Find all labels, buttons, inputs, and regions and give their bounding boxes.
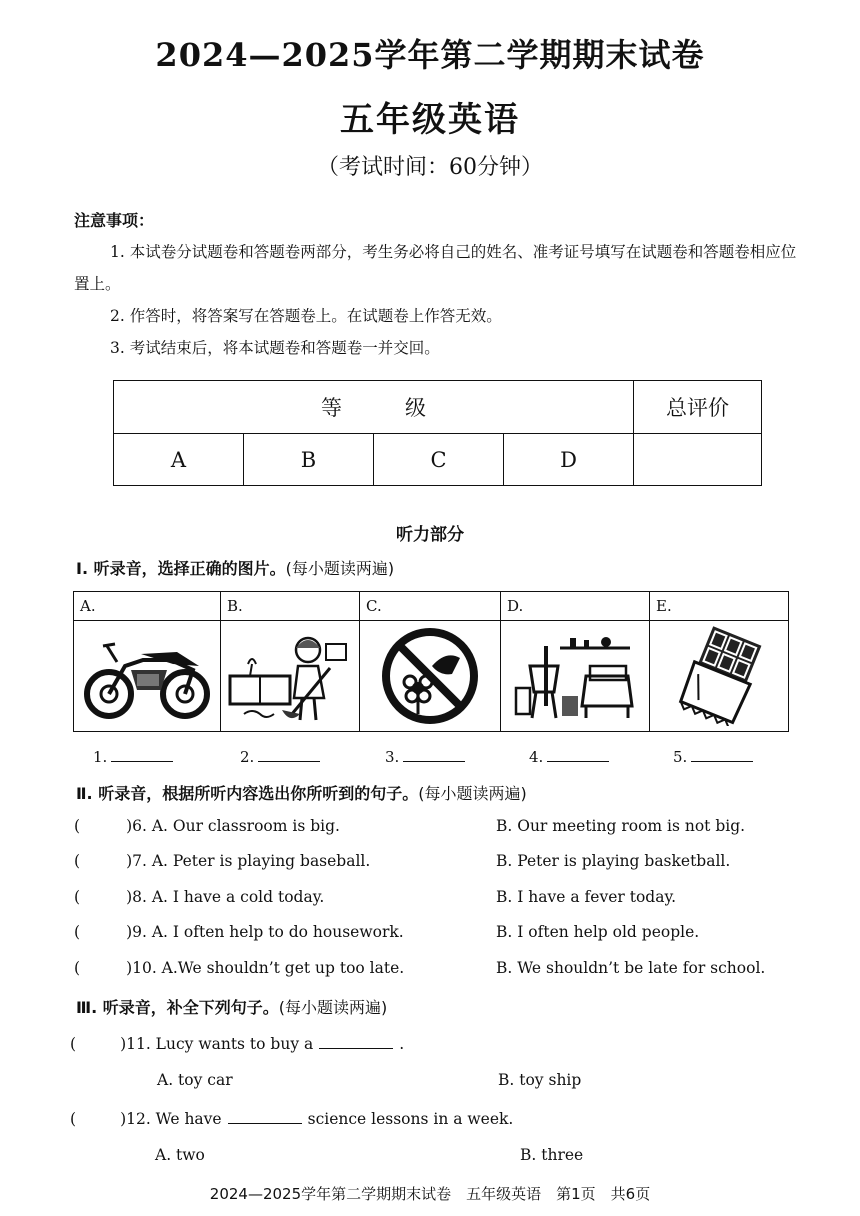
part2-note: (每小题读两遍) [418,784,527,803]
chocolate-bar-icon [650,621,788,731]
blank-label: 4. [529,748,544,766]
option-11-a: A. toy car [157,1071,233,1089]
notice-heading: 注意事项： [74,211,155,230]
blank-line[interactable] [547,747,609,762]
part2-heading-text: Ⅱ. 听录音，根据所听内容选出你所听到的句子。 [76,784,419,803]
question-6-b: B. Our meeting room is not big. [496,817,746,835]
question-9-b: B. I often help old people. [496,923,700,941]
blank-line[interactable] [691,747,753,762]
question-7: ( )7. A. Peter is playing baseball. [74,852,371,870]
blank-label: 5. [673,748,688,766]
no-picking-flowers-icon [360,621,500,731]
question-a: )9. A. I often help to do housework. [126,923,404,941]
exam-time: （考试时间：60分钟） [317,155,543,180]
question-10-b: B. We shouldn’t be late for school. [496,959,766,977]
question-11: ( )11. Lucy wants to buy a . [70,1035,405,1053]
blank-label: 3. [385,748,400,766]
picture-table [73,591,789,732]
part1-note: (每小题读两遍) [285,559,395,578]
question-text: )12. We have [120,1110,222,1128]
question-7-b: B. Peter is playing basketball. [496,852,731,870]
part1-heading [76,556,394,579]
grade-table [113,380,762,486]
picture-label-c: C. [366,597,382,615]
notice-item: 2. 作答时，将答案写在答题卷上。在试题卷上作答无效。 [110,307,502,325]
blank-line[interactable] [258,747,320,762]
question-8-b: B. I have a fever today. [496,888,677,906]
question-8: ( )8. A. I have a cold today. [74,888,325,906]
option-12-a: A. two [155,1146,205,1164]
part3-heading-text: Ⅲ. 听录音，补全下列句子。 [76,998,279,1017]
page-footer: 2024—2025学年第二学期期末试卷 五年级英语 第1页 共6页 [209,1185,651,1203]
answer-blank-2[interactable] [240,747,320,766]
total-header: 总评价 [634,381,762,434]
question-text: )11. Lucy wants to buy a [120,1035,314,1053]
listening-title: 听力部分 [396,525,464,545]
notice-list [74,236,804,364]
part3-note: (每小题读两遍) [278,998,388,1017]
picture-label-a: A. [80,597,96,615]
furniture-room-icon [501,621,649,731]
question-a: )8. A. I have a cold today. [126,888,325,906]
answer-blank-5[interactable] [673,747,753,766]
question-text-end: . [399,1035,405,1053]
notice-item: 3. 考试结束后，将本试题卷和答题卷一并交回。 [110,339,440,357]
blank-label: 2. [240,748,255,766]
question-a: )7. A. Peter is playing baseball. [126,852,371,870]
option-12-b: B. three [520,1146,584,1164]
grade-header: 等 级 [114,381,634,434]
question-6: ( )6. A. Our classroom is big. [74,817,340,835]
notice-item: 1. 本试卷分试题卷和答题卷两部分，考生务必将自己的姓名、准考证号填写在试题卷和答题卷相应位置上。 [74,243,797,293]
question-a: )6. A. Our classroom is big. [126,817,340,835]
part2-heading [76,781,527,804]
answer-blank-3[interactable] [385,747,465,766]
answer-blank-1[interactable] [93,747,173,766]
option-11-b: B. toy ship [498,1071,582,1089]
question-text-end: science lessons in a week. [307,1110,514,1128]
motorcycle-icon [74,621,220,731]
blank-line[interactable] [111,747,173,762]
grade-c: C [374,434,504,486]
girl-sweeping-icon [221,621,359,731]
total-score-cell [634,434,762,486]
exam-subject: 五年级英语 [340,100,520,140]
answer-blank-4[interactable] [529,747,609,766]
grade-b: B [244,434,374,486]
picture-label-d: D. [507,597,524,615]
question-a: )10. A.We shouldn’t get up too late. [126,959,405,977]
question-12: ( )12. We have science lessons in a week. [70,1110,514,1128]
grade-d: D [504,434,634,486]
grade-a: A [114,434,244,486]
picture-label-e: E. [656,597,672,615]
fill-blank[interactable] [228,1109,302,1124]
exam-title: 2024—2025学年第二学期期末试卷 [155,36,705,74]
fill-blank[interactable] [319,1034,393,1049]
part1-heading-text: Ⅰ. 听录音，选择正确的图片。 [76,559,286,578]
blank-line[interactable] [403,747,465,762]
question-9: ( )9. A. I often help to do housework. [74,923,404,941]
blank-label: 1. [93,748,108,766]
picture-label-b: B. [227,597,243,615]
part3-heading [76,995,387,1018]
question-10: ( )10. A.We shouldn’t get up too late. [74,959,405,977]
